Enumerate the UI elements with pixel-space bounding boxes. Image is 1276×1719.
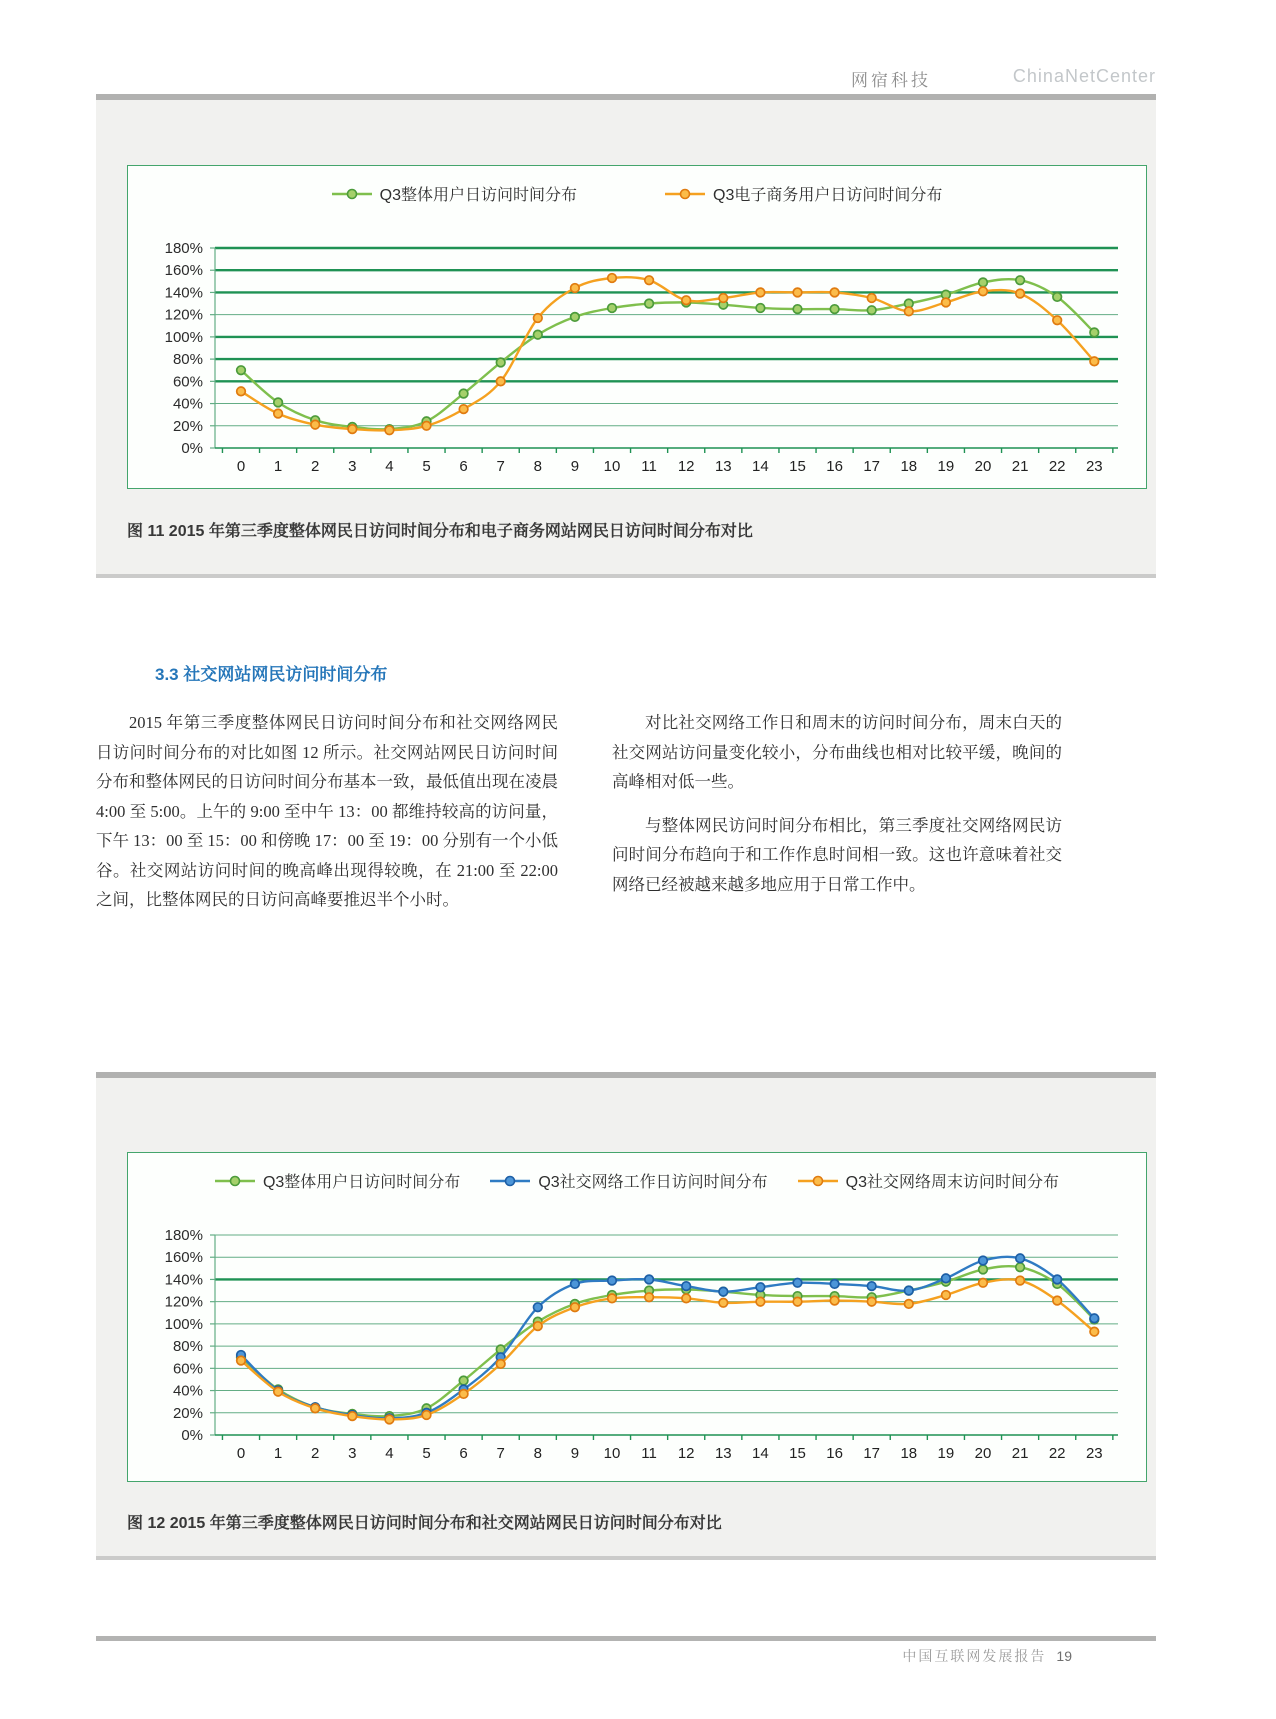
paragraph-left: 2015 年第三季度整体网民日访问时间分布和社交网络网民日访问时间分布的对比如图 12 所示。社交网站网民日访问时间分布和整体网民的日访问时间分布基本一致，最低值出现在凌晨 4:00 至 5:00。上午的 9:00 至中午 13：00 都维持较高的访问量，下午 13：00 至 15：00 和傍晚 17：00 至 19：00 分别有一个小低谷。社交网站访问时间的晚高峰出现得较晚，在 21:00 至 22:00 之间，比整体网民的日访问高峰要推迟半个小时。 (96, 713, 558, 909)
legend-item (490, 1169, 767, 1192)
data-point (682, 1282, 691, 1291)
data-point (1016, 1263, 1025, 1272)
legend-marker (332, 188, 372, 200)
data-point (385, 1415, 394, 1424)
legend-item (332, 182, 577, 205)
x-tick-label: 9 (570, 1445, 580, 1462)
data-point (274, 409, 283, 418)
x-tick-label: 22 (1048, 458, 1066, 475)
x-tick-label: 5 (422, 1445, 431, 1462)
data-point (719, 1287, 728, 1296)
x-tick-label: 6 (459, 1445, 468, 1462)
data-point (1016, 276, 1025, 285)
data-point (348, 1412, 357, 1421)
y-tick-label: 160% (164, 1249, 203, 1267)
data-point (1016, 289, 1025, 298)
data-point (422, 1411, 431, 1420)
data-point (1090, 1327, 1099, 1336)
data-point (1053, 316, 1062, 325)
x-tick-label: 13 (714, 1445, 732, 1462)
page-number: 19 (1056, 1648, 1072, 1664)
figure11-panel (96, 94, 1156, 578)
page-header (96, 66, 1156, 92)
data-point (867, 1282, 876, 1291)
data-point (1053, 293, 1062, 302)
legend-label: Q3电子商务用户日访问时间分布 (713, 187, 943, 204)
data-point (1016, 1276, 1025, 1285)
data-point (830, 1280, 839, 1289)
x-tick-label: 12 (677, 1445, 695, 1462)
legend-item (798, 1169, 1059, 1192)
y-tick-label: 120% (164, 1293, 203, 1311)
data-point (867, 1297, 876, 1306)
x-tick-label: 15 (789, 1445, 806, 1462)
legend-item (665, 182, 942, 205)
data-point (830, 288, 839, 297)
data-point (719, 294, 728, 303)
x-tick-label: 3 (348, 458, 357, 475)
data-point (867, 294, 876, 303)
data-point (1090, 357, 1099, 366)
data-point (979, 278, 988, 287)
figure12-chart-box (127, 1152, 1147, 1482)
data-point (459, 1376, 468, 1385)
data-point (793, 1297, 802, 1306)
data-point (459, 389, 468, 398)
y-tick-label: 100% (164, 1315, 203, 1333)
data-point (942, 1291, 951, 1300)
data-point (645, 299, 654, 308)
data-point (422, 421, 431, 430)
x-tick-label: 11 (641, 1445, 657, 1462)
line-chart (128, 218, 1146, 484)
data-point (348, 425, 357, 434)
data-point (793, 288, 802, 297)
data-point (608, 1276, 617, 1285)
brand-chinese: 网宿科技 (851, 71, 931, 90)
y-tick-label: 80% (172, 1338, 203, 1356)
data-point (979, 1265, 988, 1274)
data-point (385, 426, 394, 435)
x-tick-label: 3 (348, 1445, 357, 1462)
y-tick-label: 160% (164, 262, 203, 280)
x-tick-label: 1 (273, 1445, 283, 1462)
left-column (96, 708, 558, 929)
paragraph-right-1: 对比社交网络工作日和周末的访问时间分布，周末白天的社交网站访问量变化较小，分布曲线也相对比较平缓，晚间的高峰相对低一些。 (612, 713, 1062, 791)
right-column (612, 708, 1062, 913)
x-tick-label: 5 (422, 458, 431, 475)
data-point (1053, 1275, 1062, 1284)
series-line (241, 1257, 1094, 1419)
data-point (1090, 328, 1099, 337)
y-tick-label: 80% (172, 351, 203, 369)
x-tick-label: 16 (826, 1445, 843, 1462)
data-point (237, 387, 246, 396)
brand-logo-text: ChinaNetCenter (1012, 66, 1156, 86)
data-point (756, 304, 765, 313)
legend-marker (665, 188, 705, 200)
data-point (274, 1387, 283, 1396)
x-tick-label: 4 (385, 458, 394, 475)
y-tick-label: 120% (164, 306, 203, 324)
x-tick-label: 10 (603, 458, 621, 475)
data-point (905, 307, 914, 316)
data-point (979, 1278, 988, 1287)
data-point (830, 1296, 839, 1305)
data-point (534, 1303, 543, 1312)
x-tick-label: 10 (603, 1445, 621, 1462)
legend-marker (490, 1175, 530, 1187)
data-point (905, 1300, 914, 1309)
data-point (682, 1294, 691, 1303)
data-point (311, 1404, 320, 1413)
x-tick-label: 14 (752, 1445, 769, 1462)
x-tick-label: 11 (641, 458, 657, 475)
data-point (237, 366, 246, 375)
data-point (645, 1293, 654, 1302)
x-tick-label: 15 (789, 458, 806, 475)
data-point (793, 305, 802, 314)
x-tick-label: 8 (533, 458, 542, 475)
x-tick-label: 0 (236, 1445, 246, 1462)
figure12-caption: 图 12 2015 年第三季度整体网民日访问时间分布和社交网站网民日访问时间分布对比 (127, 1515, 722, 1532)
y-tick-label: 0% (181, 440, 203, 457)
legend-label: Q3整体用户日访问时间分布 (262, 1174, 461, 1191)
y-tick-label: 40% (172, 395, 203, 413)
data-point (496, 1360, 505, 1369)
x-tick-label: 21 (1011, 458, 1029, 475)
data-point (756, 1297, 765, 1306)
data-point (979, 1256, 988, 1265)
data-point (571, 284, 580, 293)
panel-top-bar (96, 1072, 1156, 1078)
x-tick-label: 19 (937, 1445, 955, 1462)
data-point (645, 1275, 654, 1284)
x-tick-label: 0 (236, 458, 246, 475)
legend-label: Q3社交网络周末访问时间分布 (845, 1174, 1060, 1191)
y-tick-label: 140% (164, 284, 203, 302)
data-point (274, 398, 283, 407)
data-point (719, 1298, 728, 1307)
data-point (311, 420, 320, 429)
data-point (682, 296, 691, 305)
y-tick-label: 20% (172, 1404, 203, 1422)
y-tick-label: 0% (181, 1427, 203, 1444)
y-tick-label: 100% (164, 328, 203, 346)
panel-top-bar (96, 94, 1156, 100)
data-point (608, 274, 617, 283)
y-tick-label: 40% (172, 1382, 203, 1400)
data-point (608, 1294, 617, 1303)
legend-marker (798, 1175, 838, 1187)
chart-legend (128, 182, 1146, 205)
data-point (756, 1283, 765, 1292)
data-point (942, 298, 951, 307)
footer-label: 中国互联网发展报告 (902, 1648, 1047, 1664)
data-point (459, 1390, 468, 1399)
data-point (571, 313, 580, 322)
y-tick-label: 180% (164, 240, 203, 257)
x-tick-label: 17 (863, 1445, 881, 1462)
x-tick-label: 9 (570, 458, 580, 475)
section-heading: 3.3 社交网站网民访问时间分布 (155, 665, 388, 684)
x-tick-label: 22 (1048, 1445, 1066, 1462)
data-point (1090, 1314, 1099, 1323)
x-tick-label: 7 (496, 458, 505, 475)
x-tick-label: 21 (1011, 1445, 1029, 1462)
data-point (830, 305, 839, 314)
figure11-caption: 图 11 2015 年第三季度整体网民日访问时间分布和电子商务网站网民日访问时间分布对比 (127, 523, 753, 540)
x-tick-label: 2 (311, 1445, 320, 1462)
x-tick-label: 23 (1085, 458, 1103, 475)
legend-label: Q3社交网络工作日访问时间分布 (538, 1174, 768, 1191)
x-tick-label: 12 (677, 458, 695, 475)
chart-legend (128, 1169, 1146, 1192)
y-tick-label: 180% (164, 1227, 203, 1244)
x-tick-label: 23 (1085, 1445, 1103, 1462)
y-tick-label: 140% (164, 1271, 203, 1289)
data-point (237, 1356, 246, 1365)
x-tick-label: 16 (826, 458, 843, 475)
x-tick-label: 19 (937, 458, 955, 475)
series-line (241, 277, 1094, 430)
data-point (534, 1322, 543, 1331)
data-point (571, 1303, 580, 1312)
data-point (534, 314, 543, 323)
footer-bar (96, 1636, 1156, 1641)
line-chart (128, 1205, 1146, 1471)
x-tick-label: 20 (974, 458, 992, 475)
data-point (979, 287, 988, 296)
figure11-chart-box (127, 165, 1147, 489)
data-point (942, 1274, 951, 1283)
legend-marker (215, 1175, 255, 1187)
data-point (793, 1278, 802, 1287)
data-point (496, 358, 505, 367)
legend-item (215, 1169, 460, 1192)
y-tick-label: 20% (172, 417, 203, 435)
data-point (459, 405, 468, 414)
data-point (496, 377, 505, 386)
data-point (756, 288, 765, 297)
data-point (608, 304, 617, 313)
legend-label: Q3整体用户日访问时间分布 (379, 187, 577, 204)
series-line (241, 1279, 1094, 1419)
data-point (645, 276, 654, 285)
figure12-panel (96, 1072, 1156, 1560)
x-tick-label: 18 (900, 458, 918, 475)
x-tick-label: 17 (863, 458, 881, 475)
x-tick-label: 4 (385, 1445, 394, 1462)
paragraph-right-2: 与整体网民访问时间分布相比，第三季度社交网络网民访问时间分布趋向于和工作作息时间相一致。这也许意味着社交网络已经被越来越多地应用于日常工作中。 (612, 815, 1062, 894)
x-tick-label: 20 (974, 1445, 992, 1462)
data-point (1016, 1254, 1025, 1263)
x-tick-label: 13 (714, 458, 732, 475)
x-tick-label: 6 (459, 458, 468, 475)
data-point (867, 306, 876, 315)
y-tick-label: 60% (172, 1360, 203, 1378)
series-line (241, 279, 1094, 429)
x-tick-label: 1 (273, 458, 283, 475)
data-point (905, 1286, 914, 1295)
x-tick-label: 7 (496, 1445, 505, 1462)
x-tick-label: 8 (533, 1445, 542, 1462)
data-point (1053, 1296, 1062, 1305)
data-point (571, 1280, 580, 1289)
x-tick-label: 18 (900, 1445, 918, 1462)
page-footer (96, 1646, 1072, 1666)
data-point (534, 330, 543, 339)
x-tick-label: 2 (311, 458, 320, 475)
x-tick-label: 14 (752, 458, 769, 475)
y-tick-label: 60% (172, 373, 203, 391)
